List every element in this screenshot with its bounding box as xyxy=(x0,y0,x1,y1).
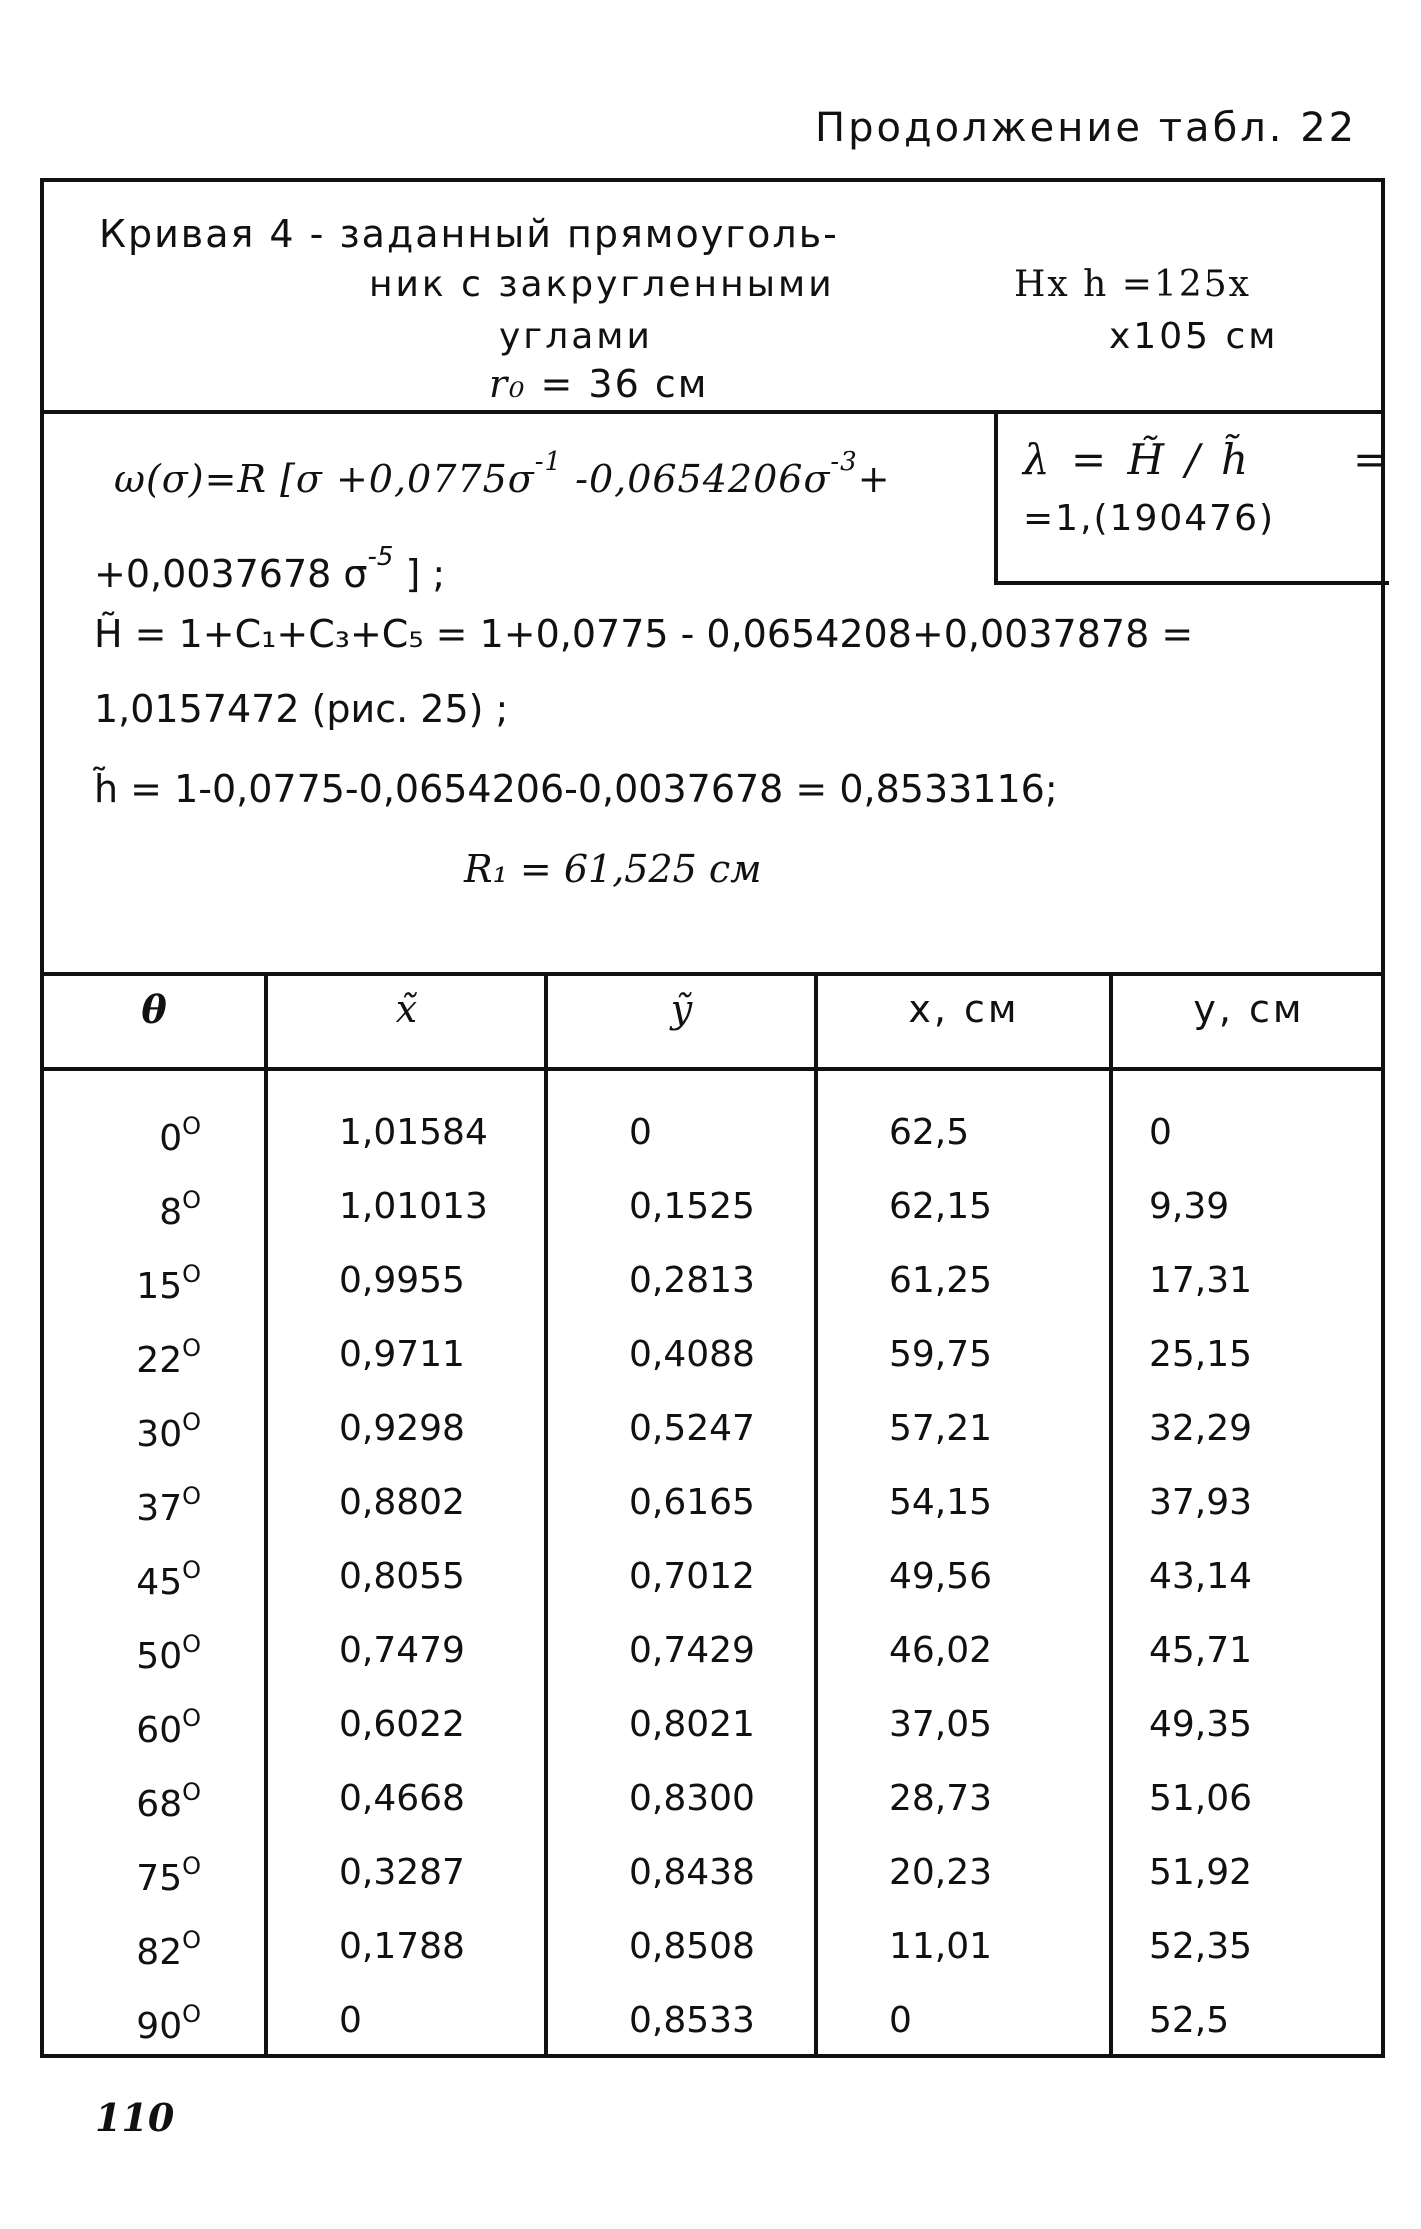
table-row xyxy=(44,1112,1381,1186)
y-tilde-cell xyxy=(629,2000,755,2041)
x-cm-cell-value: 0 xyxy=(889,2000,912,2041)
x-cm-cell-value: 28,73 xyxy=(889,1778,993,1819)
theta-cell-value: 75 xyxy=(136,1858,183,1899)
lambda-value: =1,(190476) xyxy=(1023,498,1276,539)
h-formula: h̃ = 1-0,0775-0,0654206-0,0037678 = 0,8533116; xyxy=(94,767,1058,811)
y-tilde-cell-value: 0,5247 xyxy=(629,1408,755,1449)
omega-formula xyxy=(114,447,891,501)
lambda-equals: = xyxy=(1353,435,1393,484)
y-tilde-cell xyxy=(629,1704,755,1745)
y-tilde-cell-value: 0,1525 xyxy=(629,1186,755,1227)
table-row xyxy=(44,1408,1381,1482)
x-cm-cell xyxy=(889,1778,992,1819)
x-tilde-cell-value: 0,7479 xyxy=(339,1630,465,1671)
y-tilde-cell-value: 0,8021 xyxy=(629,1704,755,1745)
y-cm-cell xyxy=(1149,1556,1252,1597)
dimensions-line1: Hx h =125x xyxy=(1014,264,1251,305)
y-tilde-cell xyxy=(629,1408,755,1449)
degree-mark: O xyxy=(182,1778,201,1806)
x-cm-cell xyxy=(889,1334,992,1375)
x-tilde-cell xyxy=(339,1778,465,1819)
y-cm-cell-value: 25,15 xyxy=(1149,1334,1253,1375)
theta-cell-value: 68 xyxy=(136,1784,183,1825)
degree-mark: O xyxy=(182,1630,201,1658)
x-cm-cell xyxy=(889,1630,992,1671)
curve-header xyxy=(44,182,1381,414)
theta-cell xyxy=(136,2000,201,2047)
x-tilde-cell xyxy=(339,1926,465,1967)
omega-part1: ω(σ)=R [σ +0,0775σ xyxy=(114,457,535,501)
y-cm-cell xyxy=(1149,1482,1252,1523)
y-cm-cell xyxy=(1149,1704,1252,1745)
x-tilde-cell-value: 1,01013 xyxy=(339,1186,488,1227)
table-row xyxy=(44,1556,1381,1630)
H-formula: H̃ = 1+C₁+C₃+C₅ = 1+0,0775 - 0,0654208+0,0037878 = xyxy=(94,612,1194,656)
x-cm-cell-value: 61,25 xyxy=(889,1260,993,1301)
y-cm-cell-value: 0 xyxy=(1149,1112,1172,1153)
x-cm-cell xyxy=(889,1852,992,1893)
omega-exp1: -1 xyxy=(534,447,563,477)
theta-cell xyxy=(136,1630,201,1677)
header-theta: θ xyxy=(141,987,167,1032)
x-tilde-cell-value: 1,01584 xyxy=(339,1112,488,1153)
y-tilde-cell xyxy=(629,1630,755,1671)
table-row xyxy=(44,1334,1381,1408)
x-tilde-cell-value: 0,6022 xyxy=(339,1704,465,1745)
x-tilde-cell-value: 0,8802 xyxy=(339,1482,465,1523)
y-tilde-cell xyxy=(629,1186,755,1227)
degree-mark: O xyxy=(182,1260,201,1288)
degree-mark: O xyxy=(182,1482,201,1510)
table-row xyxy=(44,1260,1381,1334)
x-tilde-cell-value: 0,9955 xyxy=(339,1260,465,1301)
degree-mark: O xyxy=(182,1926,201,1954)
page-number: 110 xyxy=(95,2095,175,2140)
x-tilde-cell-value: 0,9711 xyxy=(339,1334,465,1375)
table-row xyxy=(44,1186,1381,1260)
x-cm-cell-value: 59,75 xyxy=(889,1334,993,1375)
x-tilde-cell-value: 0,3287 xyxy=(339,1852,465,1893)
y-tilde-cell-value: 0,8533 xyxy=(629,2000,755,2041)
theta-cell-value: 45 xyxy=(136,1562,183,1603)
table-continuation-label: Продолжение табл. 22 xyxy=(815,105,1358,151)
table-row xyxy=(44,1926,1381,2000)
r0-symbol: r₀ xyxy=(489,362,527,406)
theta-cell xyxy=(136,1260,201,1307)
y-cm-cell xyxy=(1149,1778,1252,1819)
x-cm-cell xyxy=(889,1926,992,1967)
R1-formula: R₁ = 61,525 см xyxy=(464,847,762,891)
table-top-rule xyxy=(44,972,1381,976)
theta-cell-value: 0 xyxy=(159,1118,183,1159)
table-row xyxy=(44,2000,1381,2074)
theta-cell xyxy=(136,1926,201,1973)
omega-cont: +0,0037678 σ xyxy=(94,552,368,596)
y-tilde-cell-value: 0,2813 xyxy=(629,1260,755,1301)
table-row xyxy=(44,1482,1381,1556)
y-tilde-cell xyxy=(629,1260,755,1301)
y-tilde-cell-value: 0,7012 xyxy=(629,1556,755,1597)
x-cm-cell xyxy=(889,1482,992,1523)
y-cm-cell xyxy=(1149,1112,1172,1153)
x-cm-cell-value: 62,5 xyxy=(889,1112,970,1153)
x-cm-cell-value: 20,23 xyxy=(889,1852,993,1893)
y-tilde-cell-value: 0,8300 xyxy=(629,1778,755,1819)
y-cm-cell-value: 51,06 xyxy=(1149,1778,1253,1819)
theta-cell-value: 60 xyxy=(136,1710,183,1751)
x-cm-cell xyxy=(889,1408,992,1449)
x-cm-cell xyxy=(889,2000,912,2041)
y-cm-cell-value: 17,31 xyxy=(1149,1260,1253,1301)
omega-cont-end: ] ; xyxy=(393,552,446,596)
header-y-tilde: ỹ xyxy=(670,987,693,1031)
y-tilde-cell-value: 0,8438 xyxy=(629,1852,755,1893)
theta-cell xyxy=(159,1112,201,1159)
theta-cell-value: 82 xyxy=(136,1932,183,1973)
theta-cell-value: 8 xyxy=(159,1192,183,1233)
header-y-cm: y, см xyxy=(1193,987,1305,1031)
y-cm-cell-value: 43,14 xyxy=(1149,1556,1253,1597)
y-cm-cell xyxy=(1149,1334,1252,1375)
degree-mark: O xyxy=(182,1186,201,1214)
y-cm-cell-value: 9,39 xyxy=(1149,1186,1230,1227)
x-cm-cell-value: 11,01 xyxy=(889,1926,993,1967)
x-tilde-cell xyxy=(339,1334,465,1375)
y-tilde-cell xyxy=(629,1926,755,1967)
theta-cell xyxy=(159,1186,201,1233)
header-x-tilde: x̃ xyxy=(395,987,418,1031)
degree-mark: O xyxy=(182,1556,201,1584)
y-cm-cell xyxy=(1149,1186,1229,1227)
y-cm-cell-value: 52,5 xyxy=(1149,2000,1230,2041)
table-frame xyxy=(40,178,1393,2058)
theta-cell-value: 50 xyxy=(136,1636,183,1677)
theta-cell-value: 22 xyxy=(136,1340,183,1381)
curve-title-line2: ник с закругленными xyxy=(369,264,835,305)
x-tilde-cell xyxy=(339,1630,465,1671)
y-tilde-cell-value: 0,4088 xyxy=(629,1334,755,1375)
degree-mark: O xyxy=(182,2000,201,2028)
x-cm-cell-value: 49,56 xyxy=(889,1556,993,1597)
x-tilde-cell xyxy=(339,1852,465,1893)
y-cm-cell xyxy=(1149,1630,1252,1671)
y-tilde-cell xyxy=(629,1334,755,1375)
x-tilde-cell-value: 0,4668 xyxy=(339,1778,465,1819)
r0-parameter xyxy=(489,362,708,406)
degree-mark: O xyxy=(182,1112,201,1140)
degree-mark: O xyxy=(182,1852,201,1880)
table-row xyxy=(44,1852,1381,1926)
y-cm-cell xyxy=(1149,1926,1252,1967)
x-cm-cell-value: 62,15 xyxy=(889,1186,993,1227)
x-tilde-cell xyxy=(339,1704,465,1745)
table-row xyxy=(44,1630,1381,1704)
lambda-box xyxy=(994,410,1393,585)
x-tilde-cell xyxy=(339,1408,465,1449)
theta-cell xyxy=(136,1334,201,1381)
x-tilde-cell xyxy=(339,1112,488,1153)
degree-mark: O xyxy=(182,1408,201,1436)
x-cm-cell xyxy=(889,1112,969,1153)
curve-title-line3: углами xyxy=(499,316,653,357)
theta-cell-value: 30 xyxy=(136,1414,183,1455)
x-tilde-cell xyxy=(339,1260,465,1301)
x-tilde-cell-value: 0 xyxy=(339,2000,362,2041)
y-cm-cell xyxy=(1149,2000,1229,2041)
lambda-formula: λ = H̃ / h̃ xyxy=(1023,435,1253,484)
y-tilde-cell-value: 0 xyxy=(629,1112,652,1153)
header-x-cm: x, см xyxy=(908,987,1020,1031)
omega-part3: + xyxy=(857,457,891,501)
y-tilde-cell xyxy=(629,1556,755,1597)
y-tilde-cell-value: 0,6165 xyxy=(629,1482,755,1523)
theta-cell-value: 15 xyxy=(136,1266,183,1307)
x-cm-cell xyxy=(889,1186,992,1227)
y-tilde-cell xyxy=(629,1482,755,1523)
degree-mark: O xyxy=(182,1704,201,1732)
r0-value: = 36 см xyxy=(526,362,709,406)
y-tilde-cell-value: 0,8508 xyxy=(629,1926,755,1967)
y-cm-cell-value: 45,71 xyxy=(1149,1630,1253,1671)
x-cm-cell-value: 57,21 xyxy=(889,1408,993,1449)
theta-cell xyxy=(136,1704,201,1751)
theta-cell xyxy=(136,1556,201,1603)
H-formula-cont: 1,0157472 (рис. 25) ; xyxy=(94,687,509,731)
omega-exp2: -3 xyxy=(830,447,858,477)
y-cm-cell-value: 37,93 xyxy=(1149,1482,1253,1523)
y-cm-cell-value: 32,29 xyxy=(1149,1408,1253,1449)
x-tilde-cell-value: 0,9298 xyxy=(339,1408,465,1449)
theta-cell xyxy=(136,1852,201,1899)
omega-cont-exp: -5 xyxy=(367,542,394,572)
table-row xyxy=(44,1704,1381,1778)
x-tilde-cell-value: 0,1788 xyxy=(339,1926,465,1967)
y-tilde-cell xyxy=(629,1852,755,1893)
y-cm-cell-value: 51,92 xyxy=(1149,1852,1253,1893)
y-cm-cell xyxy=(1149,1260,1252,1301)
x-tilde-cell-value: 0,8055 xyxy=(339,1556,465,1597)
x-cm-cell-value: 46,02 xyxy=(889,1630,993,1671)
x-tilde-cell xyxy=(339,1186,488,1227)
x-cm-cell-value: 37,05 xyxy=(889,1704,993,1745)
degree-mark: O xyxy=(182,1334,201,1362)
x-cm-cell xyxy=(889,1260,992,1301)
table-row xyxy=(44,1778,1381,1852)
y-tilde-cell xyxy=(629,1112,652,1153)
y-cm-cell xyxy=(1149,1852,1252,1893)
x-cm-cell xyxy=(889,1704,992,1745)
x-tilde-cell xyxy=(339,2000,362,2041)
y-cm-cell xyxy=(1149,1408,1252,1449)
lambda-equation xyxy=(1023,435,1393,484)
theta-cell xyxy=(136,1408,201,1455)
dimensions-line2: x105 см xyxy=(1109,316,1279,357)
theta-cell xyxy=(136,1778,201,1825)
theta-cell xyxy=(136,1482,201,1529)
omega-part2: -0,0654206σ xyxy=(562,457,831,501)
y-tilde-cell xyxy=(629,1778,755,1819)
theta-cell-value: 37 xyxy=(136,1488,183,1529)
y-cm-cell-value: 52,35 xyxy=(1149,1926,1253,1967)
x-tilde-cell xyxy=(339,1556,465,1597)
table-header-rule xyxy=(44,1067,1381,1071)
x-tilde-cell xyxy=(339,1482,465,1523)
y-cm-cell-value: 49,35 xyxy=(1149,1704,1253,1745)
omega-formula-cont xyxy=(94,542,445,596)
x-cm-cell-value: 54,15 xyxy=(889,1482,993,1523)
curve-title: Кривая 4 - заданный прямоуголь- xyxy=(99,212,839,256)
theta-cell-value: 90 xyxy=(136,2006,183,2047)
y-tilde-cell-value: 0,7429 xyxy=(629,1630,755,1671)
x-cm-cell xyxy=(889,1556,992,1597)
table-body xyxy=(44,1112,1381,2074)
